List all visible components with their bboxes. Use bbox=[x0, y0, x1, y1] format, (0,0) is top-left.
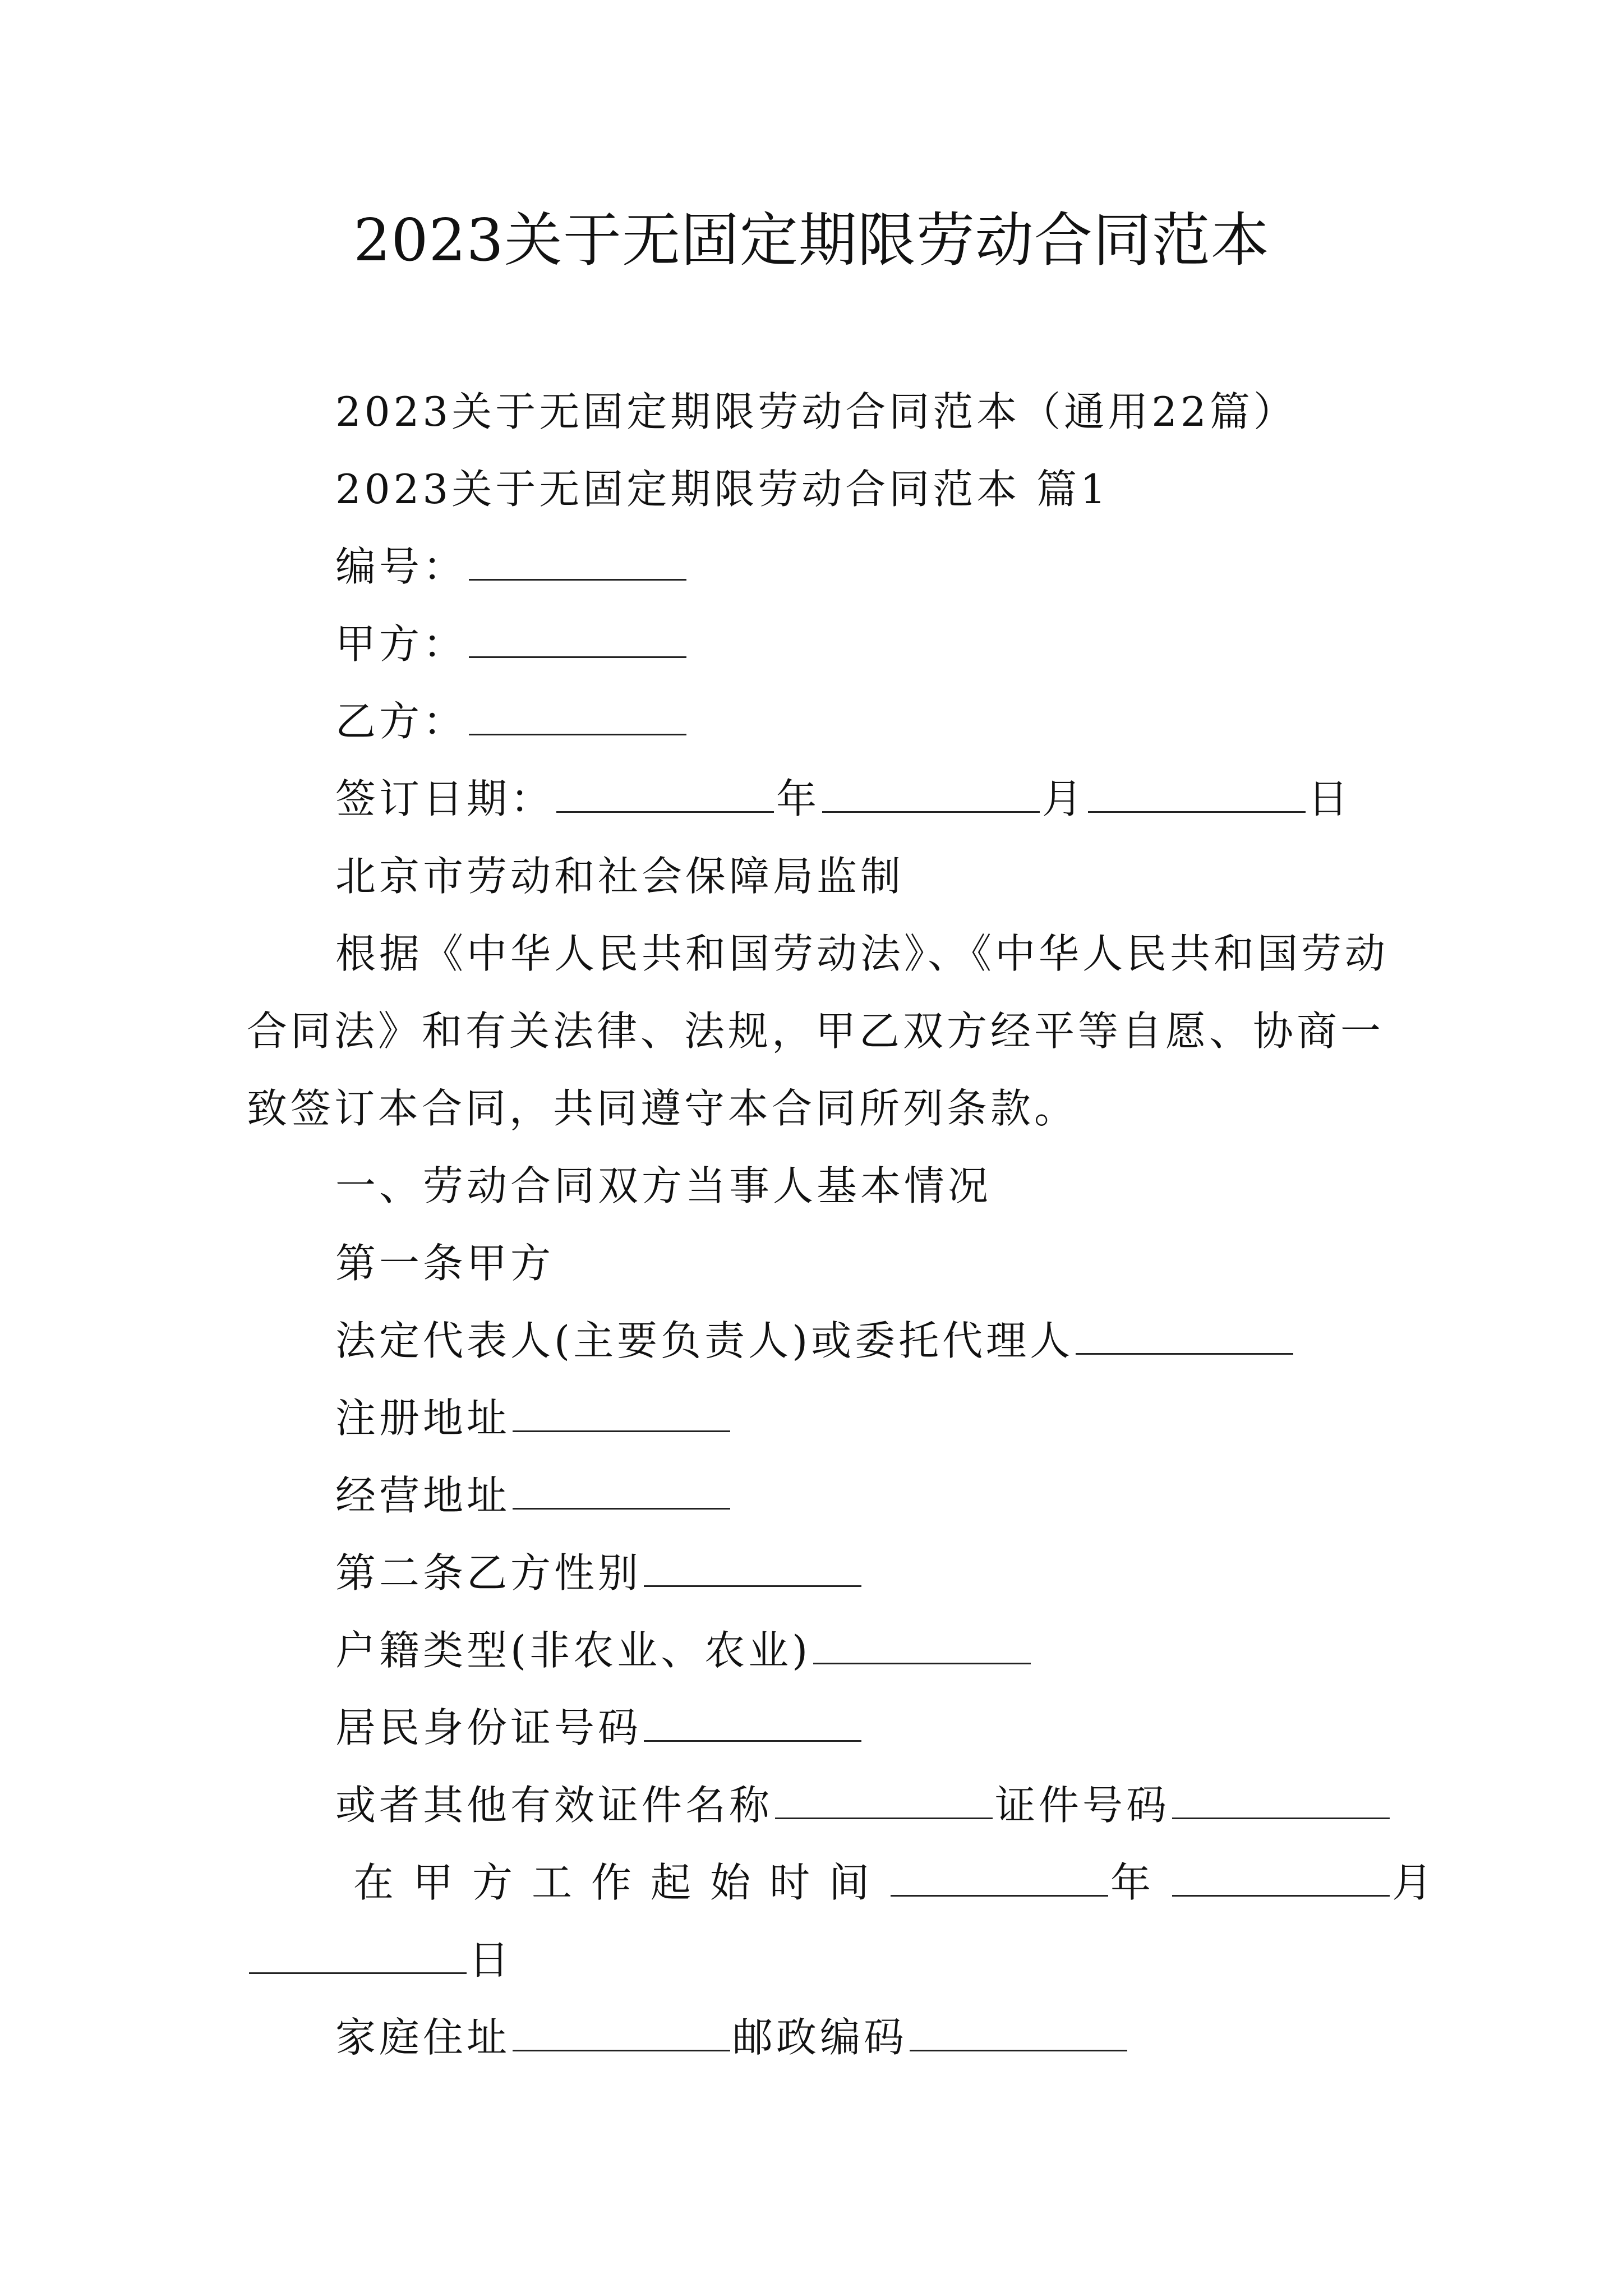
cert-number-label: 证件号码 bbox=[995, 1782, 1170, 1829]
party-a-label: 甲方： bbox=[335, 620, 467, 668]
party-a-blank[interactable] bbox=[469, 623, 686, 658]
legal-rep-label: 法定代表人(主要负责人)或委托代理人 bbox=[335, 1317, 1074, 1364]
hukou-label: 户籍类型(非农业、农业) bbox=[335, 1627, 811, 1674]
start-time-label: 在甲方工作起始时间 bbox=[353, 1859, 889, 1906]
sign-date-label: 签订日期： bbox=[335, 775, 555, 822]
home-address-label: 家庭住址 bbox=[335, 2014, 511, 2061]
party-b-label: 乙方： bbox=[335, 698, 467, 745]
start-year-blank[interactable] bbox=[891, 1861, 1108, 1897]
party-b-blank[interactable] bbox=[469, 700, 686, 735]
start-day-blank[interactable] bbox=[249, 1939, 467, 1974]
sign-year-label: 年 bbox=[776, 775, 820, 822]
sign-day-label: 日 bbox=[1308, 775, 1352, 822]
subtitle: 2023关于无固定期限劳动合同范本（通用22篇） bbox=[335, 388, 1297, 435]
postal-code-blank[interactable] bbox=[910, 2016, 1127, 2051]
intro-line-1: 根据《中华人民共和国劳动法》、《中华人民共和国劳动 bbox=[335, 930, 1389, 977]
hukou-blank[interactable] bbox=[813, 1629, 1031, 1664]
sign-date-row bbox=[335, 772, 1352, 826]
legal-rep-blank[interactable] bbox=[1076, 1319, 1293, 1355]
party-b-field-row bbox=[335, 694, 689, 748]
chapter-1-heading: 一、劳动合同双方当事人基本情况 bbox=[335, 1162, 992, 1209]
start-day-label: 日 bbox=[469, 1936, 513, 1984]
legal-rep-row bbox=[335, 1314, 1295, 1368]
start-month-blank[interactable] bbox=[1172, 1861, 1390, 1897]
other-id-row bbox=[335, 1778, 1392, 1832]
other-id-blank[interactable] bbox=[775, 1784, 993, 1819]
registered-address-label: 注册地址 bbox=[335, 1395, 511, 1442]
number-field-row bbox=[335, 540, 689, 593]
start-time-row-continued bbox=[247, 1933, 513, 1987]
document-title: 2023关于无固定期限劳动合同范本 bbox=[353, 206, 1270, 274]
sign-year-blank[interactable] bbox=[556, 777, 774, 813]
gender-row bbox=[335, 1546, 864, 1600]
number-blank[interactable] bbox=[469, 545, 686, 581]
postal-code-label: 邮政编码 bbox=[732, 2014, 908, 2061]
hukou-row bbox=[335, 1623, 1033, 1677]
start-time-row bbox=[353, 1856, 1436, 1910]
number-label: 编号： bbox=[335, 543, 467, 590]
intro-line-2: 合同法》和有关法律、法规，甲乙双方经平等自愿、协商一 bbox=[247, 1007, 1385, 1055]
home-address-blank[interactable] bbox=[513, 2016, 730, 2051]
start-month-label: 月 bbox=[1392, 1859, 1436, 1906]
id-number-blank[interactable] bbox=[644, 1706, 861, 1742]
supervisor-line: 北京市劳动和社会保障局监制 bbox=[335, 853, 905, 900]
sign-day-blank[interactable] bbox=[1088, 777, 1306, 813]
id-number-row bbox=[335, 1701, 864, 1755]
home-address-row bbox=[335, 2010, 1129, 2064]
registered-address-row bbox=[335, 1391, 732, 1445]
start-year-label: 年 bbox=[1110, 1859, 1170, 1906]
intro-line-3: 致签订本合同，共同遵守本合同所列条款。 bbox=[247, 1085, 1078, 1132]
article-1-heading: 第一条甲方 bbox=[335, 1240, 555, 1287]
party-a-field-row bbox=[335, 617, 689, 671]
business-address-label: 经营地址 bbox=[335, 1472, 511, 1519]
cert-number-blank[interactable] bbox=[1172, 1784, 1390, 1819]
section-heading: 2023关于无固定期限劳动合同范本 篇1 bbox=[335, 466, 1109, 513]
sign-month-blank[interactable] bbox=[822, 777, 1040, 813]
gender-blank[interactable] bbox=[644, 1552, 861, 1587]
business-address-row bbox=[335, 1469, 732, 1522]
id-number-label: 居民身份证号码 bbox=[335, 1704, 642, 1751]
other-id-label: 或者其他有效证件名称 bbox=[335, 1782, 773, 1829]
business-address-blank[interactable] bbox=[513, 1474, 730, 1510]
registered-address-blank[interactable] bbox=[513, 1397, 730, 1432]
sign-month-label: 月 bbox=[1042, 775, 1086, 822]
gender-label: 第二条乙方性别 bbox=[335, 1549, 642, 1596]
